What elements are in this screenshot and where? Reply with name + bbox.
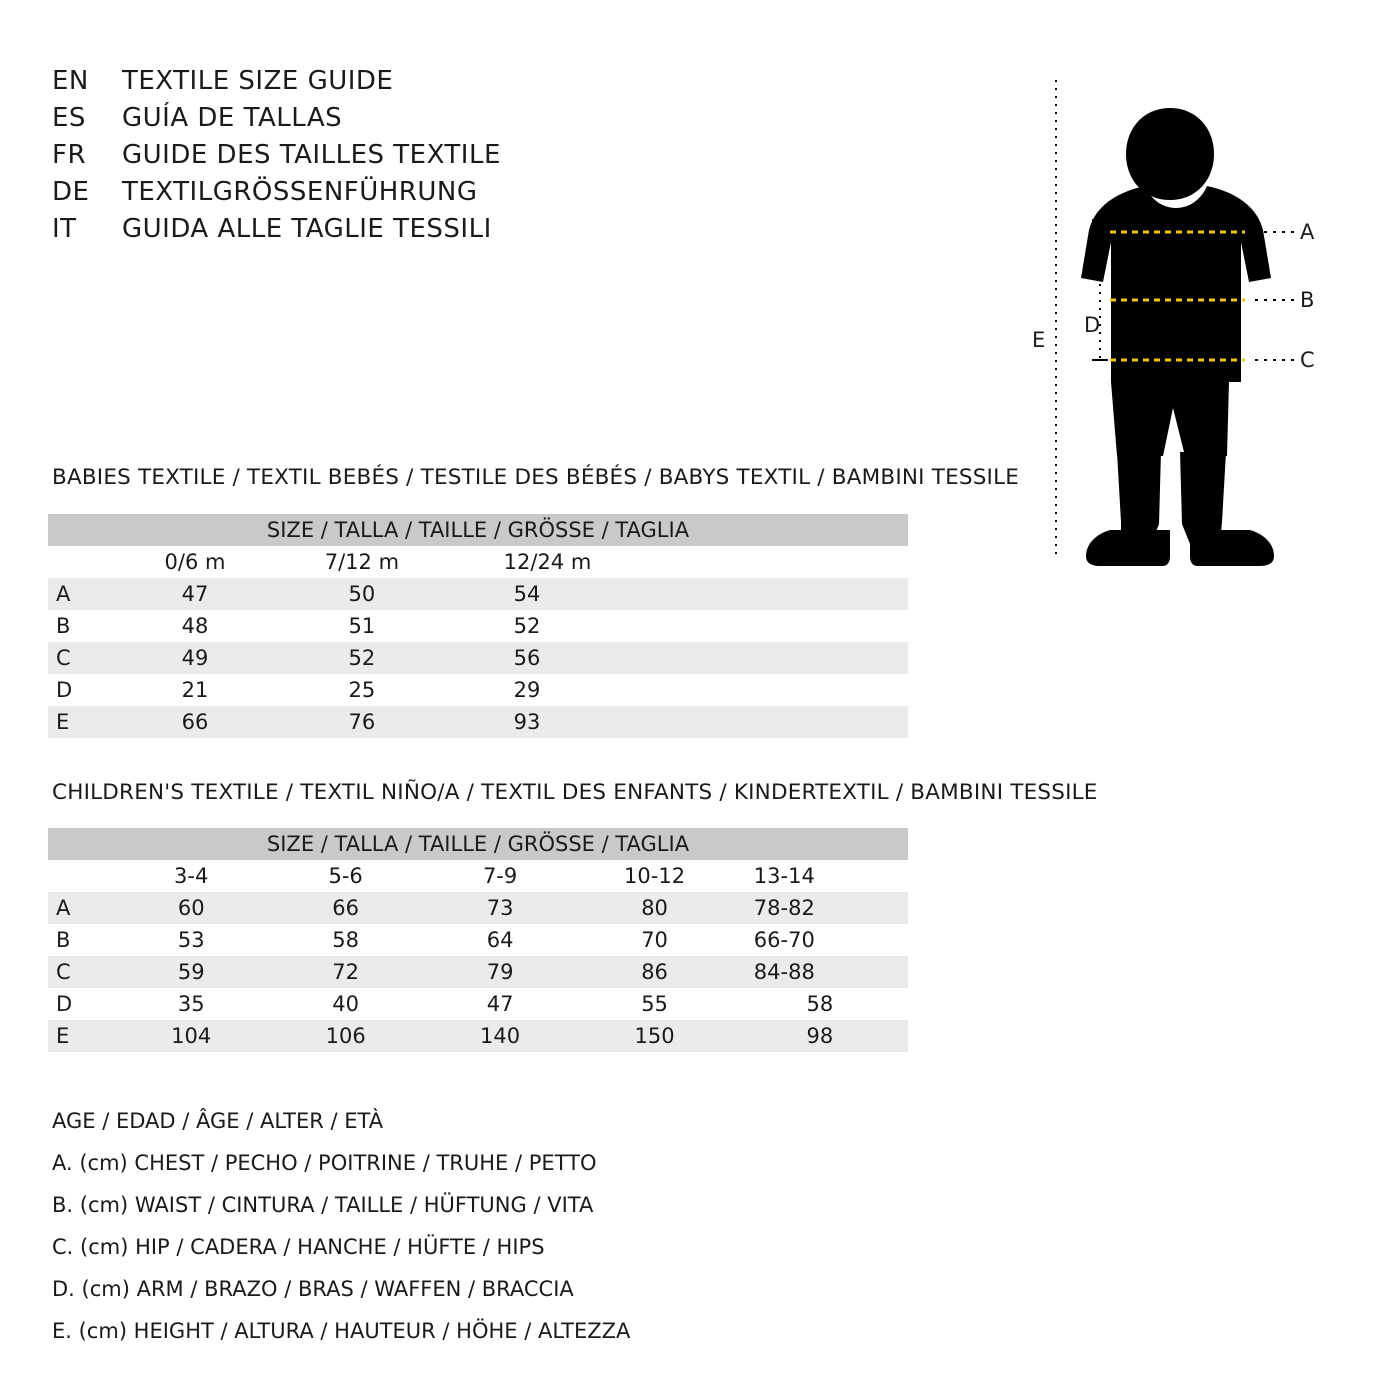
legend-line-hip: C. (cm) HIP / CADERA / HANCHE / HÜFTE / HIPS [52,1235,545,1259]
table-header-band [48,828,908,860]
cell: 106 [268,1020,422,1052]
children-size-table [48,828,908,1052]
cell: 66-70 [732,924,908,956]
cell: 53 [114,924,268,956]
cell: 70 [577,924,731,956]
figure-label-a: A [1300,220,1315,244]
children-column-1: 5-6 [268,860,422,892]
table-row [48,1020,908,1052]
cell: 35 [114,988,268,1020]
children-column-4: 13-14 [732,860,908,892]
cell: 60 [114,892,268,924]
babies-column-1: 7/12 m [278,546,446,578]
table-row [48,610,908,642]
table-column-header-row [48,860,908,892]
table-row [48,578,908,610]
cell: 140 [423,1020,577,1052]
child-silhouette-diagram [1010,60,1380,580]
row-label: D [48,674,112,706]
cell: 48 [112,610,278,642]
row-label: E [48,706,112,738]
legend-line-age: AGE / EDAD / ÂGE / ALTER / ETÀ [52,1109,384,1133]
language-code: ES [52,103,86,133]
language-row [52,66,692,96]
cell: 79 [423,956,577,988]
row-label: B [48,924,114,956]
babies-size-table [48,514,908,738]
babies-band-label: SIZE / TALLA / TAILLE / GRÖSSE / TAGLIA [48,514,908,546]
cell: 29 [446,674,908,706]
babies-column-2: 12/24 m [446,546,908,578]
corner-cell [48,860,114,892]
row-label: C [48,956,114,988]
cell: 50 [278,578,446,610]
language-row [52,103,692,133]
row-label: E [48,1020,114,1052]
language-row [52,214,692,244]
corner-cell [48,546,112,578]
language-code: FR [52,140,87,170]
cell: 51 [278,610,446,642]
legend-line-arm: D. (cm) ARM / BRAZO / BRAS / WAFFEN / BRACCIA [52,1277,574,1301]
table-row [48,924,908,956]
babies-section-title: BABIES TEXTILE / TEXTIL BEBÉS / TESTILE DES BÉBÉS / BABYS TEXTIL / BAMBINI TESSILE [52,465,1020,490]
table-row [48,642,908,674]
row-label: A [48,578,112,610]
legend-line-waist: B. (cm) WAIST / CINTURA / TAILLE / HÜFTUNG / VITA [52,1193,594,1217]
cell: 80 [577,892,731,924]
child-silhouette-icon [1081,108,1274,566]
cell: 47 [112,578,278,610]
figure-label-b: B [1300,288,1315,312]
cell: 58 [732,988,908,1020]
cell: 59 [114,956,268,988]
cell: 54 [446,578,908,610]
language-title-block [52,66,692,251]
children-section-title: CHILDREN'S TEXTILE / TEXTIL NIÑO/A / TEXTIL DES ENFANTS / KINDERTEXTIL / BAMBINI TESSILE [52,780,1098,805]
language-title: GUIDA ALLE TAGLIE TESSILI [122,214,492,244]
cell: 86 [577,956,731,988]
cell: 76 [278,706,446,738]
row-label: C [48,642,112,674]
cell: 52 [278,642,446,674]
table-column-header-row [48,546,908,578]
legend-line-chest: A. (cm) CHEST / PECHO / POITRINE / TRUHE / PETTO [52,1151,597,1175]
cell: 49 [112,642,278,674]
language-code: IT [52,214,77,244]
figure-label-d: D [1084,313,1101,337]
legend-line-height: E. (cm) HEIGHT / ALTURA / HAUTEUR / HÖHE / ALTEZZA [52,1319,631,1343]
cell: 73 [423,892,577,924]
cell: 104 [114,1020,268,1052]
cell: 93 [446,706,908,738]
language-title: TEXTILE SIZE GUIDE [122,66,394,96]
cell: 21 [112,674,278,706]
cell: 64 [423,924,577,956]
table-header-band [48,514,908,546]
cell: 25 [278,674,446,706]
cell: 55 [577,988,731,1020]
table-row [48,706,908,738]
table-row [48,674,908,706]
language-title: TEXTILGRÖSSENFÜHRUNG [122,177,478,207]
measurement-figure [1010,60,1380,580]
language-code: EN [52,66,89,96]
figure-label-c: C [1300,348,1315,372]
children-column-3: 10-12 [577,860,731,892]
cell: 98 [732,1020,908,1052]
language-row [52,140,692,170]
babies-column-0: 0/6 m [112,546,278,578]
cell: 47 [423,988,577,1020]
figure-label-e: E [1032,328,1046,352]
language-row [52,177,692,207]
cell: 66 [268,892,422,924]
cell: 84-88 [732,956,908,988]
measurement-legend [52,1100,630,1352]
language-title: GUIDE DES TAILLES TEXTILE [122,140,501,170]
cell: 40 [268,988,422,1020]
language-title: GUÍA DE TALLAS [122,103,343,133]
row-label: A [48,892,114,924]
row-label: B [48,610,112,642]
cell: 52 [446,610,908,642]
cell: 150 [577,1020,731,1052]
cell: 66 [112,706,278,738]
table-row [48,988,908,1020]
cell: 72 [268,956,422,988]
table-row [48,892,908,924]
children-column-0: 3-4 [114,860,268,892]
cell: 56 [446,642,908,674]
cell: 58 [268,924,422,956]
cell: 78-82 [732,892,908,924]
language-code: DE [52,177,90,207]
children-band-label: SIZE / TALLA / TAILLE / GRÖSSE / TAGLIA [48,828,908,860]
children-column-2: 7-9 [423,860,577,892]
row-label: D [48,988,114,1020]
table-row [48,956,908,988]
